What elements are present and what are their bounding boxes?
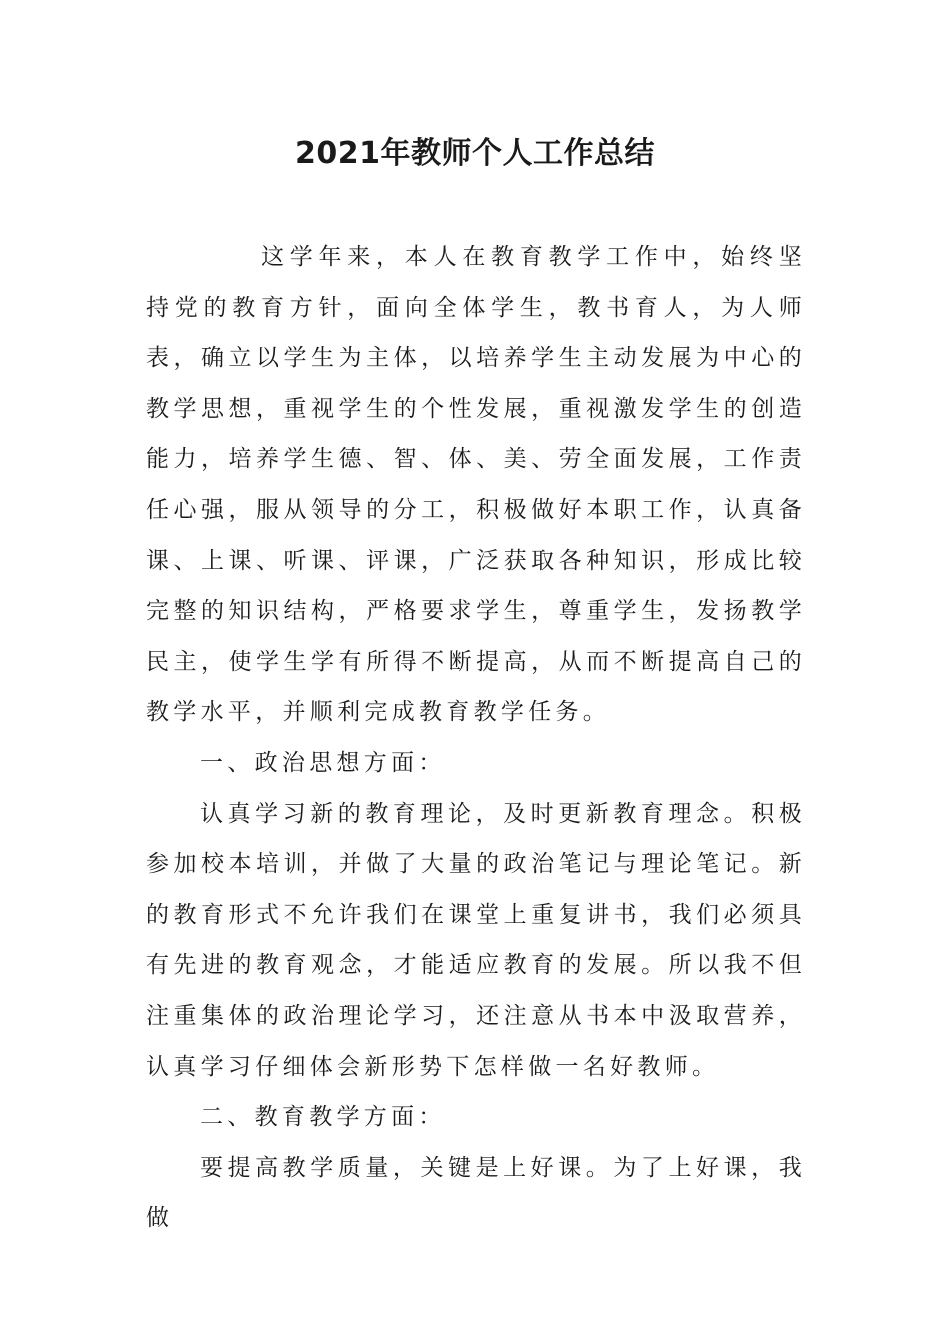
paragraph-political: 认真学习新的教育理论，及时更新教育理念。积极参加校本培训，并做了大量的政治笔记与理论笔记。新的教育形式不允许我们在课堂上重复讲书，我们必须具有先进的教育观念，才能适应教育的发展。所以我不但注重集体的政治理论学习，还注意从书本中汲取营养，认真学习仔细体会新形势下怎样做一名好教师。 (146, 800, 806, 1080)
section-heading-political: 一、政治思想方面： (200, 749, 446, 776)
paragraph-teaching: 要提高教学质量，关键是上好课。为了上好课，我做 (146, 1154, 806, 1232)
document-title: 2021年教师个人工作总结 (295, 136, 655, 171)
paragraph-intro: 这学年来，本人在教育教学工作中，始终坚持党的教育方针，面向全体学生，教书育人，为人师表，确立以学生为主体，以培养学生主动发展为中心的教学思想，重视学生的个性发展，重视激发学生的创造能力，培养学生德、智、体、美、劳全面发展，工作责任心强，服从领导的分工，积极做好本职工作，认真备课、上课、听课、评课，广泛获取各种知识，形成比较完整的知识结构，严格要求学生，尊重学生，发扬教学民主，使学生学有所得不断提高，从而不断提高自己的教学水平，并顺利完成教育教学任务。 (146, 244, 806, 726)
document-body (146, 232, 806, 1244)
section-heading-teaching: 二、教育教学方面： (200, 1104, 446, 1131)
